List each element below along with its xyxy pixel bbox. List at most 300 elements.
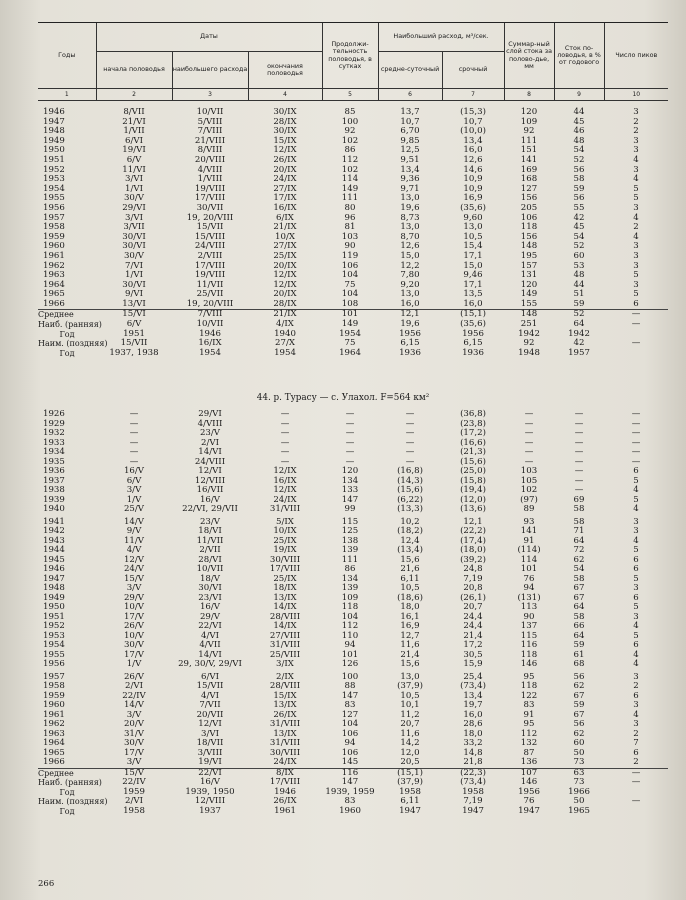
value-cell: 115: [341, 516, 359, 527]
value-cell: 205: [520, 202, 538, 213]
value-cell: (73,4): [460, 681, 486, 691]
value-cell: 94: [344, 640, 356, 650]
value-cell: (15,8): [460, 475, 486, 486]
value-cell: 2/VI: [125, 681, 143, 691]
value-cell: 109: [520, 116, 538, 127]
value-cell: 20/V: [123, 719, 145, 729]
value-cell: 30/V: [123, 640, 145, 650]
summary-value: 1939, 1959: [325, 786, 375, 797]
year-label: 1949: [43, 592, 65, 603]
value-cell: 89: [523, 504, 535, 514]
value-cell: 5: [633, 545, 639, 555]
value-cell: 104: [341, 611, 359, 622]
summary-value: 15/VII: [120, 338, 148, 349]
year-label: 1947: [43, 573, 65, 584]
summary-label: Наим. (поздняя): [38, 797, 108, 806]
value-cell: 56: [573, 719, 585, 729]
value-cell: 14/IX: [273, 621, 297, 631]
value-cell: 29/VI: [198, 409, 222, 419]
year-label: 1940: [43, 504, 65, 514]
value-cell: 67: [573, 592, 585, 603]
value-cell: 4: [633, 659, 639, 669]
value-cell: 29, 30/V, 29/VI: [178, 659, 242, 669]
value-cell: 92: [523, 126, 535, 137]
value-cell: 8/VIII: [197, 145, 223, 156]
value-cell: 17,1: [463, 250, 483, 261]
value-cell: 1/VI: [125, 183, 143, 194]
value-cell: 16/V: [123, 466, 145, 476]
value-cell: 20,5: [400, 757, 420, 767]
value-cell: (37,9): [397, 681, 423, 691]
value-cell: —: [129, 409, 139, 419]
value-cell: 10/X: [275, 231, 295, 242]
year-label: 1955: [43, 649, 65, 660]
value-cell: 120: [520, 279, 538, 290]
value-cell: 16/VII: [196, 485, 224, 495]
value-cell: 12/VIII: [194, 475, 226, 486]
value-cell: 58: [573, 573, 585, 584]
value-cell: (21,3): [460, 447, 486, 457]
year-label: 1958: [43, 681, 65, 691]
value-cell: 119: [341, 250, 359, 261]
value-cell: 24,8: [463, 564, 483, 574]
value-cell: 18,0: [400, 602, 420, 612]
value-cell: 99: [344, 504, 356, 514]
summary-value: 1954: [274, 347, 296, 358]
value-cell: (17,4): [460, 535, 486, 546]
value-cell: 118: [341, 602, 359, 612]
value-cell: 64: [573, 535, 585, 546]
value-cell: 24/IX: [273, 494, 297, 505]
value-cell: 9/VI: [125, 289, 143, 300]
year-label: 1946: [43, 107, 65, 117]
value-cell: 13,0: [400, 222, 420, 233]
summary-value: (37,9): [397, 777, 423, 787]
value-cell: 21/VI: [122, 116, 146, 127]
value-cell: 23/VI: [198, 592, 222, 603]
header-peaks: Число пиков: [604, 23, 668, 89]
value-cell: 54: [573, 145, 585, 156]
value-cell: (25,0): [460, 466, 486, 476]
col-number: 10: [604, 89, 668, 101]
value-cell: 54: [573, 564, 585, 574]
value-cell: (13,6): [460, 504, 486, 514]
value-cell: (39,2): [460, 554, 486, 565]
value-cell: 67: [573, 583, 585, 593]
value-cell: 126: [341, 659, 359, 669]
value-cell: 2: [633, 757, 639, 767]
value-cell: 10,9: [463, 174, 483, 185]
year-label: 1945: [43, 554, 65, 565]
value-cell: 10,7: [400, 116, 420, 127]
value-cell: —: [574, 485, 584, 495]
value-cell: 3: [633, 202, 639, 213]
value-cell: 149: [341, 183, 359, 194]
value-cell: 28/VIII: [269, 611, 301, 622]
summary-value: —: [631, 777, 641, 787]
summary-value: 107: [504, 768, 554, 778]
value-cell: 20/IX: [273, 260, 297, 271]
value-cell: 6/V: [126, 475, 142, 486]
year-label: 1938: [43, 485, 65, 495]
summary-value: 15/VI: [96, 310, 172, 320]
value-cell: 26/V: [123, 621, 145, 631]
value-cell: 17/V: [123, 747, 145, 758]
value-cell: 13/IX: [273, 700, 297, 710]
value-cell: 60: [573, 250, 585, 261]
value-cell: 30/V: [123, 193, 145, 204]
summary-value: 1946: [274, 786, 296, 797]
value-cell: 168: [520, 174, 538, 185]
value-cell: 67: [573, 690, 585, 701]
summary-label: Среднее: [38, 310, 96, 320]
year-label: 1937: [43, 475, 65, 486]
value-cell: 5: [633, 494, 639, 505]
summary-value: 147: [341, 777, 359, 787]
value-cell: —: [574, 437, 584, 448]
value-cell: 53: [573, 260, 585, 271]
value-cell: 5: [633, 630, 639, 641]
col-number: 3: [172, 89, 248, 101]
value-cell: —: [280, 409, 290, 419]
value-cell: (6,22): [397, 494, 423, 505]
value-cell: 3/VI: [125, 212, 143, 223]
summary-value: 76: [523, 796, 535, 806]
summary-value: 16/V: [199, 777, 221, 787]
value-cell: 42: [573, 212, 585, 223]
value-cell: 120: [341, 466, 359, 476]
summary-value: (15,1): [442, 310, 504, 320]
value-cell: 95: [523, 719, 535, 729]
value-cell: 111: [341, 193, 359, 204]
value-cell: —: [280, 447, 290, 457]
value-cell: 30/V: [123, 738, 145, 748]
year-label: 1958: [43, 222, 65, 233]
value-cell: 13,4: [463, 690, 483, 701]
value-cell: 13,0: [400, 671, 420, 682]
summary-value: 1937: [199, 805, 221, 816]
value-cell: 15/V: [123, 573, 145, 584]
summary-value: 27/X: [275, 338, 295, 349]
value-cell: 30/VI: [122, 231, 146, 242]
value-cell: —: [524, 447, 534, 457]
value-cell: 15,0: [463, 260, 483, 271]
value-cell: 22/VI, 29/VII: [182, 504, 238, 514]
value-cell: 13,0: [400, 289, 420, 300]
value-cell: 3: [633, 671, 639, 682]
year-label: 1966: [43, 757, 65, 767]
col-number: 6: [378, 89, 442, 101]
value-cell: 21,4: [400, 649, 420, 660]
year-label: 1942: [43, 526, 65, 536]
value-cell: 87: [523, 747, 535, 758]
year-label: 1963: [43, 270, 65, 281]
value-cell: 30/VIII: [269, 554, 301, 565]
summary-value: 52: [554, 310, 604, 320]
value-cell: 9,60: [463, 212, 483, 223]
value-cell: 30/V: [123, 250, 145, 261]
year-label: 1960: [43, 241, 65, 252]
summary-value: 6/V: [126, 319, 142, 330]
table-row: [38, 505, 668, 515]
summary-value: 22/IV: [122, 777, 146, 787]
summary-value: 12,1: [378, 310, 442, 320]
summary-value: 92: [523, 338, 535, 349]
summary-value: 73: [573, 777, 585, 787]
summary-value: 1947: [518, 805, 540, 816]
value-cell: 112: [341, 154, 359, 165]
year-label: 1962: [43, 260, 65, 271]
value-cell: 19,6: [400, 202, 420, 213]
value-cell: —: [129, 418, 139, 429]
value-cell: 10/V: [123, 630, 145, 641]
value-cell: 102: [341, 135, 359, 146]
value-cell: 10,1: [400, 700, 420, 710]
value-cell: —: [631, 456, 641, 467]
section2-table: [38, 410, 668, 816]
summary-value: [604, 807, 668, 817]
value-cell: 27/VIII: [269, 630, 301, 641]
value-cell: 17/IX: [273, 193, 297, 204]
value-cell: 86: [344, 145, 356, 156]
summary-value: 83: [344, 796, 356, 806]
value-cell: 8/VII: [123, 107, 145, 117]
value-cell: 24,4: [463, 621, 483, 631]
value-cell: 11,6: [400, 640, 420, 650]
value-cell: 14/V: [123, 700, 145, 710]
value-cell: (15,6): [397, 485, 423, 495]
value-cell: 10,9: [463, 183, 483, 194]
year-label: 1926: [43, 409, 65, 419]
value-cell: 114: [520, 554, 538, 565]
year-label: 1948: [43, 583, 65, 593]
value-cell: 6: [633, 564, 639, 574]
year-label: 1954: [43, 183, 65, 194]
value-cell: 61: [573, 649, 585, 660]
value-cell: 6/VI: [125, 135, 143, 146]
value-cell: 27/IX: [273, 183, 297, 194]
year-label: 1950: [43, 145, 65, 156]
value-cell: 20/VIII: [194, 154, 226, 165]
value-cell: 91: [523, 709, 535, 720]
value-cell: (12,0): [460, 494, 486, 505]
col-number: 9: [554, 89, 604, 101]
summary-value: 6,11: [400, 796, 420, 806]
value-cell: 106: [341, 747, 359, 758]
value-cell: 5: [633, 183, 639, 194]
table-row: [38, 660, 668, 670]
summary-value: 22/VI: [172, 768, 248, 778]
value-cell: 9,51: [400, 154, 420, 165]
summary-value: 1951: [123, 328, 145, 339]
value-cell: 9,20: [400, 279, 420, 290]
value-cell: 11/VII: [196, 535, 224, 546]
value-cell: 195: [520, 250, 538, 261]
value-cell: 64: [573, 602, 585, 612]
value-cell: 25/IX: [273, 535, 297, 546]
value-cell: 7,80: [400, 270, 420, 281]
value-cell: 30/VII: [196, 202, 224, 213]
value-cell: 118: [520, 222, 538, 233]
value-cell: 4: [633, 535, 639, 546]
value-cell: 83: [523, 700, 535, 710]
value-cell: 10,5: [463, 231, 483, 242]
value-cell: 68: [573, 659, 585, 669]
value-cell: 21/IX: [273, 222, 297, 233]
value-cell: 169: [520, 164, 538, 175]
summary-value: 1959: [123, 786, 145, 797]
value-cell: —: [631, 437, 641, 448]
value-cell: 133: [341, 485, 359, 495]
summary-value: 21/IX: [248, 310, 322, 320]
summary-value: 251: [520, 319, 538, 330]
value-cell: 14,6: [463, 164, 483, 175]
value-cell: 28/VIII: [269, 681, 301, 691]
value-cell: 141: [520, 526, 538, 536]
value-cell: 131: [520, 270, 538, 281]
year-cell: [38, 505, 96, 515]
value-cell: 25/IX: [273, 250, 297, 261]
value-cell: 6: [633, 640, 639, 650]
value-cell: —: [345, 447, 355, 457]
value-cell: (10,0): [460, 126, 486, 137]
value-cell: 16/V: [199, 602, 221, 612]
value-cell: 6: [633, 690, 639, 701]
value-cell: 95: [523, 671, 535, 682]
value-cell: 157: [520, 260, 538, 271]
value-cell: 3/VIII: [197, 747, 223, 758]
value-cell: 81: [344, 222, 356, 233]
summary-value: 1942: [568, 328, 590, 339]
value-cell: 54: [573, 231, 585, 242]
value-cell: 83: [344, 700, 356, 710]
value-cell: 13/IX: [273, 728, 297, 739]
year-label: 1934: [43, 447, 65, 457]
value-cell: (131): [517, 592, 541, 603]
value-cell: 3: [633, 250, 639, 261]
value-cell: 112: [341, 621, 359, 631]
value-cell: 59: [573, 298, 585, 309]
value-cell: 3/V: [126, 757, 142, 767]
summary-value: 6,15: [463, 338, 483, 349]
year-label: 1932: [43, 428, 65, 438]
value-cell: 16,9: [463, 193, 483, 204]
value-cell: 105: [520, 475, 538, 486]
value-cell: 26/IX: [273, 154, 297, 165]
summary-label: Среднее: [38, 768, 96, 778]
value-cell: 113: [520, 602, 538, 612]
value-cell: 156: [520, 193, 538, 204]
year-label: 1954: [43, 640, 65, 650]
value-cell: 30,5: [463, 649, 483, 660]
value-cell: 106: [520, 212, 538, 223]
value-cell: 4: [633, 231, 639, 242]
value-cell: 25,4: [463, 671, 483, 682]
value-cell: 3: [633, 241, 639, 252]
summary-value: 1956: [399, 328, 421, 339]
value-cell: 20/IX: [273, 289, 297, 300]
value-cell: 21/VIII: [194, 135, 226, 146]
summary-value: 26/IX: [273, 796, 297, 806]
value-cell: 28/IX: [273, 116, 297, 127]
value-cell: 12/IX: [273, 270, 297, 281]
summary-label: Наиб. (ранняя): [38, 778, 102, 787]
value-cell: 12,4: [400, 535, 420, 546]
year-label: 1956: [43, 202, 65, 213]
value-cell: —: [280, 456, 290, 467]
value-cell: 15/VIII: [194, 231, 226, 242]
value-cell: 30/IX: [273, 107, 297, 117]
year-label: 1953: [43, 174, 65, 185]
value-cell: 120: [520, 107, 538, 117]
value-cell: 50: [573, 747, 585, 758]
value-cell: 20/IX: [273, 164, 297, 175]
value-cell: 5: [633, 475, 639, 486]
value-cell: 24/VIII: [194, 456, 226, 467]
value-cell: 147: [341, 494, 359, 505]
value-cell: 58: [573, 611, 585, 622]
value-cell: —: [631, 418, 641, 429]
col-number: 7: [442, 89, 504, 101]
value-cell: 72: [573, 545, 585, 555]
value-cell: 9,85: [400, 135, 420, 146]
value-cell: 4/VIII: [197, 164, 223, 175]
value-cell: 52: [573, 154, 585, 165]
value-cell: 33,2: [463, 738, 483, 748]
value-cell: 6: [633, 298, 639, 309]
value-cell: 17/V: [123, 649, 145, 660]
summary-value: 42: [573, 338, 585, 349]
header-date-end: окончания половодья: [248, 52, 322, 89]
value-cell: 103: [520, 466, 538, 476]
value-cell: 3/V: [126, 583, 142, 593]
value-cell: 86: [344, 564, 356, 574]
value-cell: —: [524, 428, 534, 438]
value-cell: 10,2: [400, 516, 420, 527]
summary-value: 1936: [399, 347, 421, 358]
value-cell: 92: [344, 126, 356, 137]
summary-value: 75: [344, 338, 356, 349]
value-cell: 145: [341, 757, 359, 767]
value-cell: 2: [633, 728, 639, 739]
value-cell: 4/VIII: [197, 418, 223, 429]
value-cell: 28,6: [463, 719, 483, 729]
header-dates: Даты: [96, 23, 322, 52]
value-cell: 15/IX: [273, 135, 297, 146]
table-row: [38, 758, 668, 768]
value-cell: 10/V: [123, 602, 145, 612]
summary-value: 10/VII: [196, 319, 224, 330]
section-title: 44. р. Турасу — с. Улахол. F=564 км²: [256, 393, 430, 403]
year-label: 1952: [43, 164, 65, 175]
year-label: 1947: [43, 116, 65, 127]
year-label: 1944: [43, 545, 65, 555]
value-cell: —: [574, 466, 584, 476]
value-cell: 8,73: [400, 212, 420, 223]
value-cell: 2/IX: [276, 671, 294, 682]
value-cell: 3: [633, 526, 639, 536]
value-cell: 3: [633, 516, 639, 527]
year-label: 1959: [43, 231, 65, 242]
summary-value: 63: [554, 768, 604, 778]
value-cell: 115: [520, 630, 538, 641]
value-cell: 10,7: [463, 116, 483, 127]
summary-label: Год: [59, 806, 75, 816]
value-cell: 102: [341, 164, 359, 175]
value-cell: 12,7: [400, 630, 420, 641]
value-cell: —: [405, 418, 415, 429]
value-cell: 85: [344, 107, 356, 117]
